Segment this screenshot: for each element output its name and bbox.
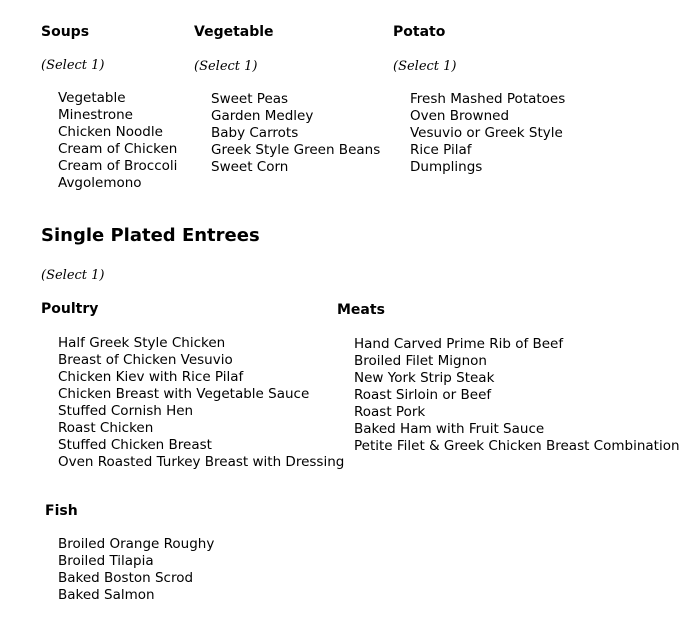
poultry-item: Half Greek Style Chicken: [58, 335, 226, 351]
vegetable-list: [211, 91, 380, 176]
poultry-item: Chicken Breast with Vegetable Sauce: [58, 386, 310, 402]
potato-item: Fresh Mashed Potatoes: [410, 91, 566, 107]
fish-item: Baked Salmon: [58, 587, 155, 603]
soups-list: [58, 90, 177, 192]
poultry-item: Stuffed Cornish Hen: [58, 403, 194, 419]
poultry-item: Breast of Chicken Vesuvio: [58, 352, 233, 368]
potato-item: Vesuvio or Greek Style: [410, 125, 563, 141]
poultry-heading: Poultry: [41, 301, 99, 317]
fish-list: [58, 536, 214, 604]
vegetable-item: Sweet Peas: [211, 91, 289, 107]
fish-item: Broiled Orange Roughy: [58, 536, 215, 552]
vegetable-heading: Vegetable: [194, 24, 274, 40]
soups-item: Cream of Broccoli: [58, 158, 178, 174]
soups-heading: Soups: [41, 24, 90, 40]
meats-list: [354, 336, 680, 455]
meats-item: Hand Carved Prime Rib of Beef: [354, 336, 564, 352]
potato-item: Oven Browned: [410, 108, 510, 124]
meats-heading: Meats: [337, 302, 385, 318]
poultry-list: [58, 335, 344, 471]
vegetable-select-note: (Select 1): [194, 59, 258, 74]
meats-item: Petite Filet & Greek Chicken Breast Combination: [354, 438, 680, 454]
entrees-heading: Single Plated Entrees: [41, 225, 260, 246]
soups-item: Vegetable: [58, 90, 126, 106]
poultry-item: Roast Chicken: [58, 420, 154, 436]
potato-item: Dumplings: [410, 159, 483, 175]
soups-item: Cream of Chicken: [58, 141, 178, 157]
fish-item: Broiled Tilapia: [58, 553, 154, 569]
potato-item: Rice Pilaf: [410, 142, 472, 158]
vegetable-item: Baby Carrots: [211, 125, 299, 141]
meats-item: Broiled Filet Mignon: [354, 353, 487, 369]
fish-heading: Fish: [45, 503, 78, 519]
poultry-item: Stuffed Chicken Breast: [58, 437, 212, 453]
potato-list: [410, 91, 565, 176]
poultry-item: Chicken Kiev with Rice Pilaf: [58, 369, 244, 385]
potato-heading: Potato: [393, 24, 446, 40]
vegetable-item: Sweet Corn: [211, 159, 289, 175]
entrees-select-note: (Select 1): [41, 268, 105, 283]
meats-item: New York Strip Steak: [354, 370, 495, 386]
soups-item: Minestrone: [58, 107, 133, 123]
meats-item: Baked Ham with Fruit Sauce: [354, 421, 545, 437]
vegetable-item: Greek Style Green Beans: [211, 142, 381, 158]
potato-select-note: (Select 1): [393, 59, 457, 74]
meats-item: Roast Sirloin or Beef: [354, 387, 492, 403]
soups-item: Chicken Noodle: [58, 124, 163, 140]
vegetable-item: Garden Medley: [211, 108, 314, 124]
meats-item: Roast Pork: [354, 404, 426, 420]
soups-item: Avgolemono: [58, 175, 142, 191]
fish-item: Baked Boston Scrod: [58, 570, 194, 586]
poultry-item: Oven Roasted Turkey Breast with Dressing: [58, 454, 345, 470]
soups-select-note: (Select 1): [41, 58, 105, 73]
